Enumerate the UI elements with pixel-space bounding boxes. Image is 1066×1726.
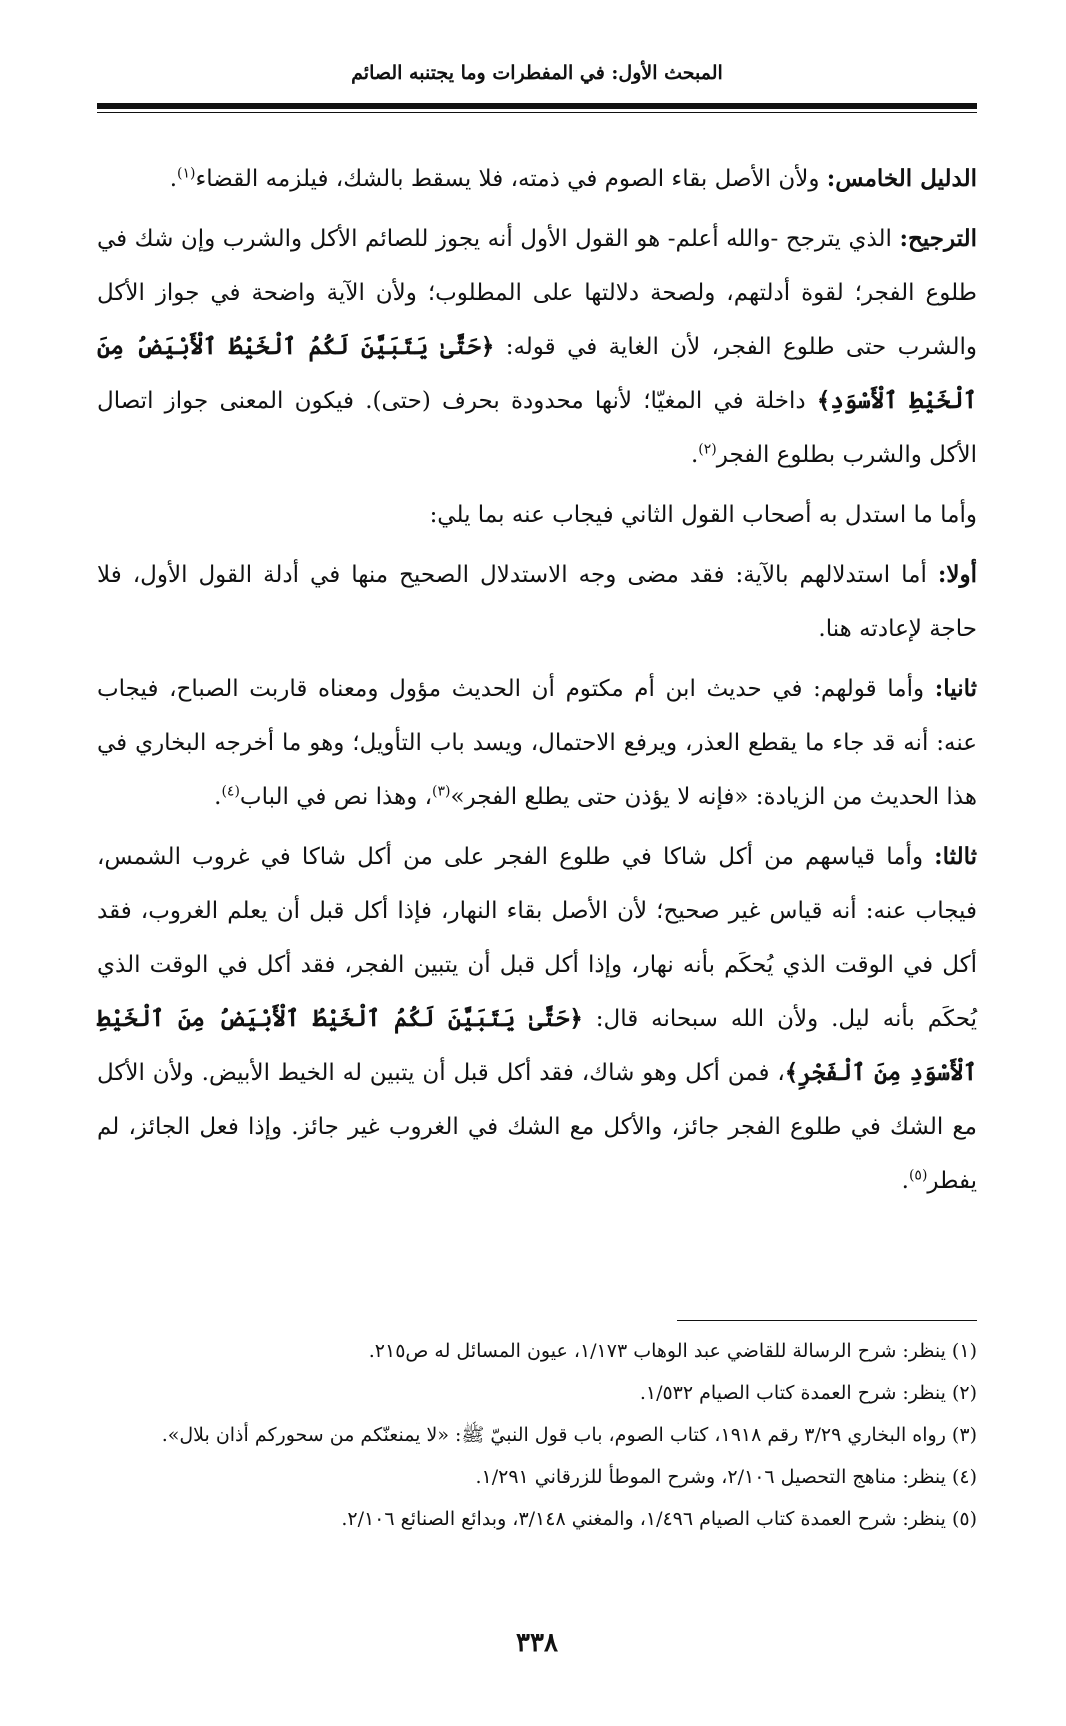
paragraph-tail: .	[690, 442, 699, 468]
paragraph-text: أما استدلالهم بالآية: فقد مضى وجه الاستدلال الصحيح منها في أدلة القول الأول، فلا حاجة لإعادته هنا.	[97, 562, 977, 642]
header-rule-thin	[97, 112, 977, 113]
paragraph-text: وأما قولهم: في حديث ابن أم مكتوم أن الحديث مؤول ومعناه قاربت الصباح، فيجاب عنه: أنه قد جاء ما يقطع العذر، ويرفع الاحتمال، ويسد باب التأويل؛ وهو ما أخرجه البخاري في هذا الحديث من الزيادة: «فإنه لا يؤذن حتى يطلع الفجر»	[97, 676, 977, 810]
paragraph-text-continued: ، فمن أكل وهو شاك، فقد أكل قبل أن يتبين له الخيط الأبيض. ولأن الأكل مع الشك في طلوع الفجر جائز، والأكل مع الشك في الغروب غير جائز. وإذا فعل الجائز، لم يفطر	[97, 1060, 977, 1194]
paragraph-lead: الدليل الخامس:	[826, 165, 977, 192]
footnote-item: (٤) ينظر: مناهج التحصيل ٢/١٠٦، وشرح الموطأ للزرقاني ١/٢٩١.	[475, 1466, 977, 1488]
paragraph-tail: .	[169, 166, 178, 192]
footnote-ref[interactable]: (٣)	[432, 783, 451, 800]
paragraph-lead: أولا:	[937, 561, 977, 588]
paragraph-first	[97, 548, 977, 656]
paragraph-evidence-five	[97, 152, 977, 206]
paragraph-text: ولأن الأصل بقاء الصوم في ذمته، فلا يسقط بالشك، فيلزمه القضاء	[195, 166, 827, 192]
paragraph-text-continued: داخلة في المغيّا؛ لأنها محدودة بحرف (حتى). فيكون المعنى جواز اتصال الأكل والشرب بطلوع الفجر	[97, 388, 977, 468]
footnote-item: (٥) ينظر: شرح العمدة كتاب الصيام ١/٤٩٦، والمغني ٣/١٤٨، وبدائع الصنائع ٢/١٠٦.	[341, 1508, 977, 1530]
paragraph-lead: ثانيا:	[934, 675, 977, 702]
footnote-ref[interactable]: (١)	[177, 165, 196, 182]
paragraph-lead: الترجيح:	[899, 225, 977, 252]
footnotes	[97, 1330, 977, 1540]
paragraph-tail: .	[214, 784, 222, 810]
header-rule-thick	[97, 103, 977, 109]
footnote-ref[interactable]: (٢)	[698, 441, 717, 458]
paragraph-text-continued: ، وهذا نص في الباب	[239, 784, 433, 810]
paragraph-text: وأما ما استدل به أصحاب القول الثاني فيجاب عنه بما يلي:	[429, 502, 977, 528]
running-header: المبحث الأول: في المفطرات وما يجتنبه الصائم	[351, 62, 723, 84]
paragraph-tail: .	[901, 1168, 909, 1194]
footnote-ref[interactable]: (٤)	[221, 783, 240, 800]
quran-verse: ﴿حَتَّىٰ يَتَبَيَّنَ لَكُمُ ٱلْخَيْطُ ٱلْأَبْيَضُ مِنَ ٱلْخَيْطِ ٱلْأَسْوَدِ﴾	[97, 333, 977, 414]
body-text	[97, 152, 977, 1214]
paragraph-text: وأما قياسهم من أكل شاكا في طلوع الفجر على من أكل شاكا في غروب الشمس، فيجاب عنه: أنه قياس غير صحيح؛ لأن الأصل بقاء النهار، فإذا أكل قبل أن يعلم الغروب، فقد أكل في الوقت الذي يُحكَم بأنه نهار، وإذا أكل قبل أن يتبين الفجر، فقد أكل في الوقت الذي يُحكَم بأنه ليل. ولأن الله سبحانه قال:	[97, 844, 977, 1032]
quran-verse: ﴿حَتَّىٰ يَتَبَيَّنَ لَكُمُ ٱلْخَيْطُ ٱلْأَبْيَضُ مِنَ ٱلْخَيْطِ ٱلْأَسْوَدِ مِنَ ٱلْفَجْرِ﴾	[97, 1005, 977, 1086]
footnote-ref[interactable]: (٥)	[908, 1167, 928, 1184]
paragraph-response-intro	[97, 488, 977, 542]
paragraph-text: الذي يترجح -والله أعلم- هو القول الأول أنه يجوز للصائم الأكل والشرب وإن شك في طلوع الفجر؛ لقوة أدلتهم، ولصحة دلالتها على المطلوب؛ ولأن الآية واضحة في جواز الأكل والشرب حتى طلوع الفجر، لأن الغاية في قوله:	[97, 226, 977, 360]
footnote-item: (٣) رواه البخاري ٣/٢٩ رقم ١٩١٨، كتاب الصوم، باب قول النبيّ ﷺ: «لا يمنعنّكم من سحوركم أذان بلال».	[161, 1424, 977, 1446]
footnote-item: (٢) ينظر: شرح العمدة كتاب الصيام ١/٥٣٢.	[639, 1382, 977, 1404]
footnote-separator	[677, 1320, 977, 1321]
paragraph-lead: ثالثا:	[934, 843, 977, 870]
paragraph-third	[97, 830, 977, 1208]
page-number: ٣٣٨	[516, 1628, 558, 1658]
footnote-item: (١) ينظر: شرح الرسالة للقاضي عبد الوهاب ١/١٧٣، عيون المسائل له ص٢١٥.	[368, 1340, 977, 1362]
paragraph-second	[97, 662, 977, 824]
paragraph-tarjih	[97, 212, 977, 482]
